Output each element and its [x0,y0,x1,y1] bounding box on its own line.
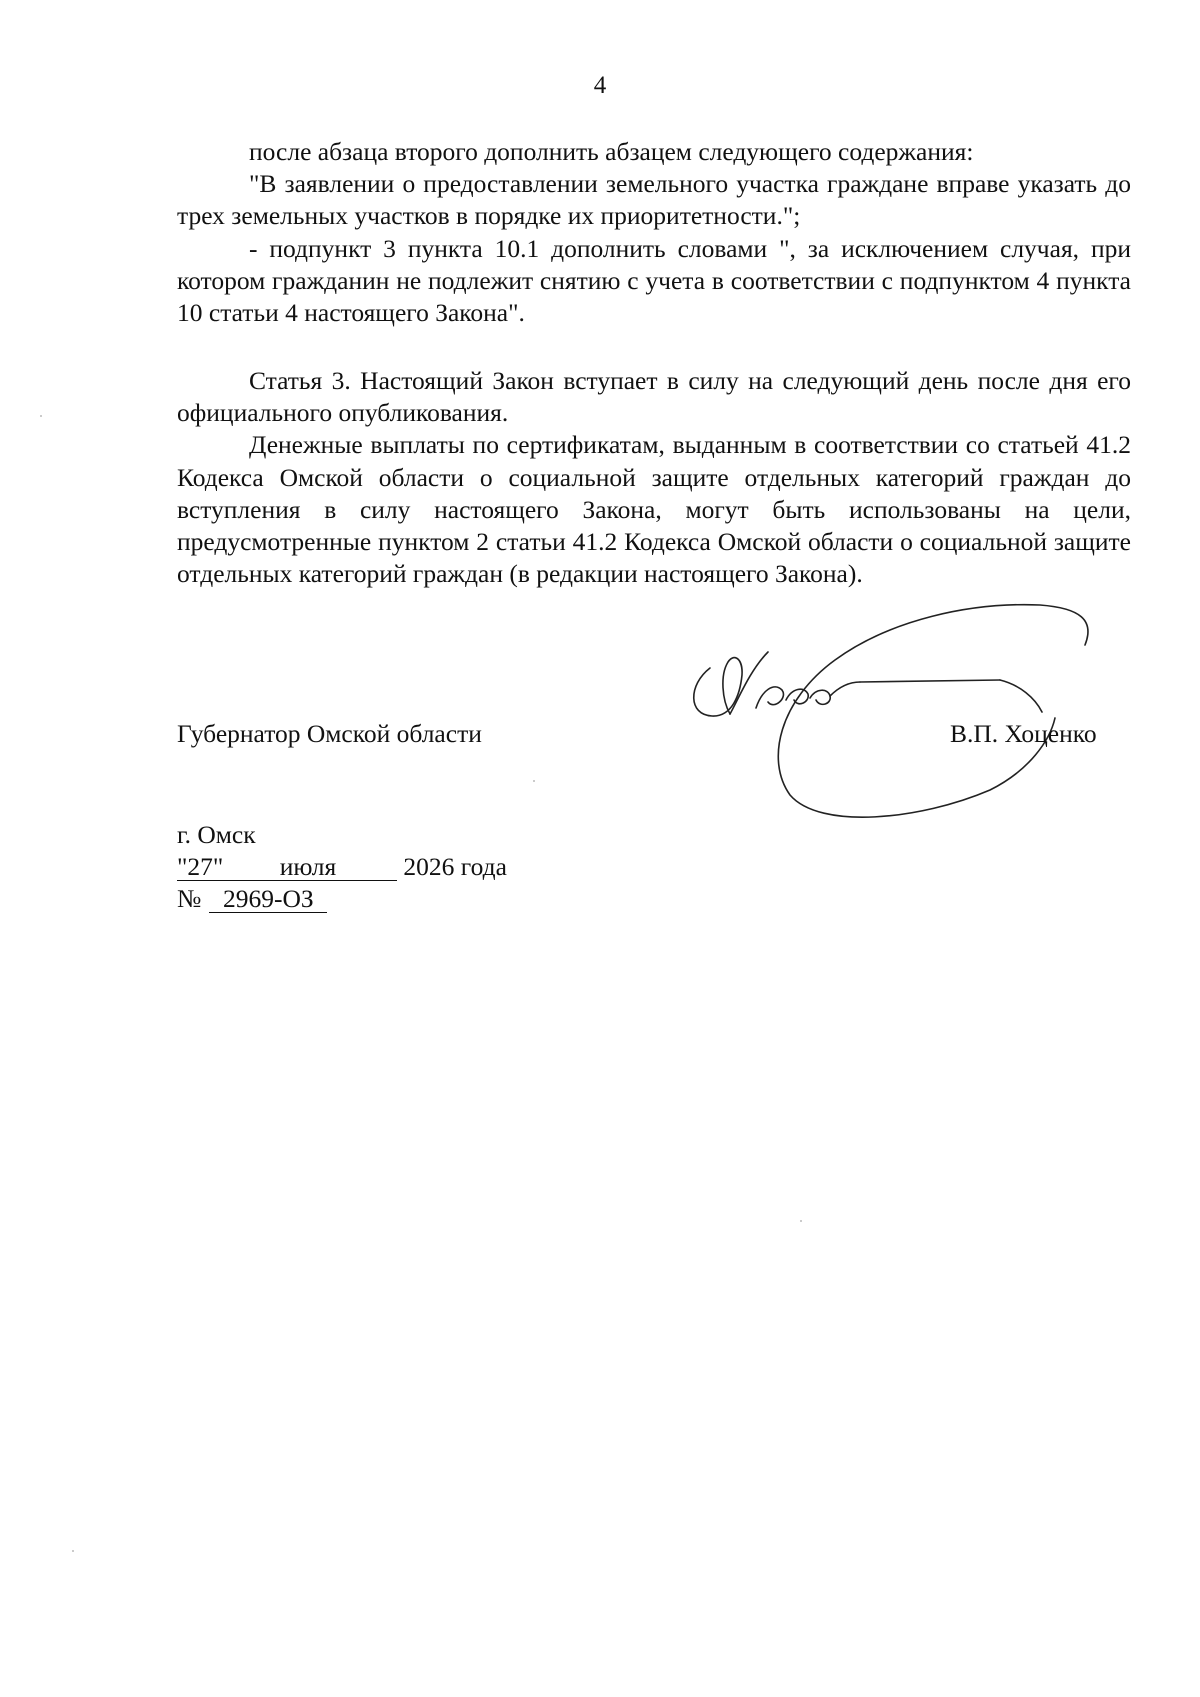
paragraph: - подпункт 3 пункта 10.1 дополнить словами ", за исключением случая, при котором гражданин не подлежит снятию с учета в соответствии с подпунктом 4 пункта 10 статьи 4 настоящего Закона". [177,233,1131,328]
paragraph: Статья 3. Настоящий Закон вступает в силу на следующий день после дня его официального опубликования. [177,366,1131,428]
law-number [177,884,327,914]
number-sign: № [177,884,202,913]
date-day: 27 [187,852,213,881]
date-day-field: "27" [177,852,224,881]
place-of-signing: г. Омск [177,820,256,849]
governor-name: В.П. Хоценко [950,719,1097,748]
amendment-text-block [177,136,1131,329]
date-year: 2026 года [403,852,507,881]
governor-title: Губернатор Омской области [177,719,482,748]
page-number: 4 [593,72,607,99]
signing-date [177,852,507,882]
paragraph: "В заявлении о предоставлении земельного участка граждане вправе указать до трех земельных участков в порядке их приоритетности."; [177,169,1131,231]
law-number-value: 2969-ОЗ [209,885,327,913]
date-month: июля [219,853,397,881]
handwritten-signature [670,590,1110,830]
paragraph: Денежные выплаты по сертификатам, выданным в соответствии со статьей 41.2 Кодекса Омской области о социальной защите отдельных категорий граждан до вступления в силу настоящего Закона, могут быть использованы на цели, предусмотренные пунктом 2 статьи 41.2 Кодекса Омской области о социальной защите отдельных категорий граждан (в редакции настоящего Закона). [177,430,1131,589]
paragraph: после абзаца второго дополнить абзацем следующего содержания: [249,137,974,166]
article-3-text-block [177,365,1131,590]
